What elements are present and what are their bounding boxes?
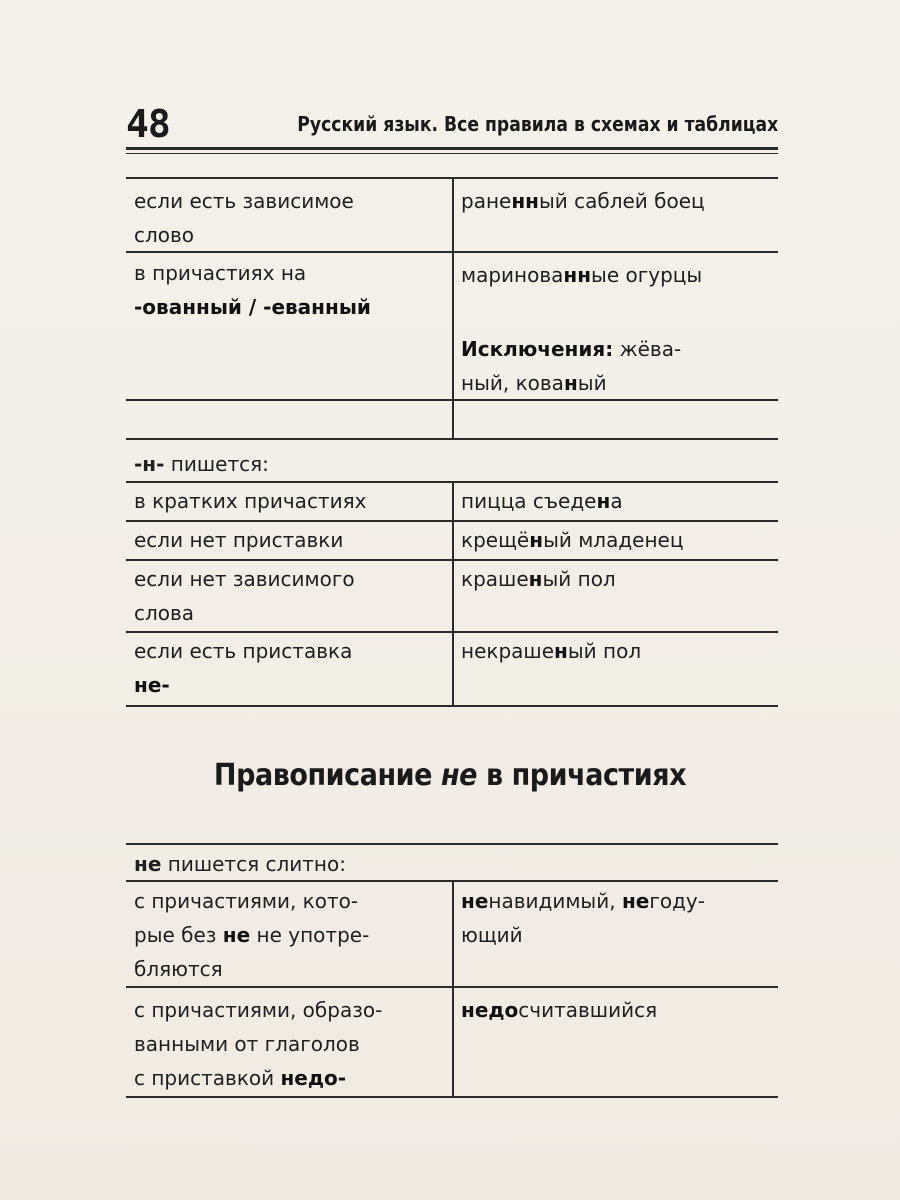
table-cell-right: раненный саблей боец bbox=[461, 189, 705, 213]
table-row-rule bbox=[126, 399, 778, 401]
header-rule-thick bbox=[126, 147, 778, 150]
table-row-rule bbox=[126, 631, 778, 633]
table-cell-left: в кратких причастиях bbox=[134, 489, 367, 513]
table-row-rule bbox=[126, 559, 778, 561]
table-cell-left: если есть зависимое слово bbox=[134, 189, 354, 247]
table-cell-right: крашеный пол bbox=[461, 567, 616, 591]
table-cell-left: если нет зависимого слова bbox=[134, 567, 355, 625]
table-cell-right: крещёный младенец bbox=[461, 528, 684, 552]
table-row-rule bbox=[126, 251, 778, 253]
table-cell-left: в причастиях на -ованный / -еванный bbox=[134, 261, 371, 319]
table-cell-right: пицца съедена bbox=[461, 489, 623, 513]
table-row-rule bbox=[126, 520, 778, 522]
table-bottom-rule bbox=[126, 1096, 778, 1098]
header-rule-thin bbox=[126, 153, 778, 154]
table-cell-right: некрашеный пол bbox=[461, 639, 642, 663]
section-label-ne: не пишется слитно: bbox=[134, 852, 346, 876]
table-bottom-rule bbox=[126, 705, 778, 707]
page-number: 48 bbox=[126, 102, 170, 146]
table-cell-left: с причастиями, кото- рые без не не употре- бляются bbox=[134, 889, 370, 981]
table-row-rule bbox=[126, 986, 778, 988]
table-top-rule bbox=[126, 843, 778, 845]
table-cell-right: ненавидимый, негоду- ющий bbox=[461, 889, 705, 947]
table-cell-left: с причастиями, образо- ванными от глаголов с приставкой недо- bbox=[134, 998, 383, 1090]
section-title: Правописание не в причастиях bbox=[213, 758, 687, 793]
table-column-divider bbox=[452, 880, 454, 1097]
table-cell-left: если нет приставки bbox=[134, 528, 344, 552]
table-cell-right: маринованные огурцы Исключения: жёва- ный, кованый bbox=[461, 263, 703, 395]
table-column-divider bbox=[452, 481, 454, 707]
table-cell-right: недосчитавшийся bbox=[461, 998, 658, 1022]
table-cell-left: если есть приставка не- bbox=[134, 639, 353, 697]
running-title: Русский язык. Все правила в схемах и таблицах bbox=[297, 112, 778, 136]
section-label-n: -н- пишется: bbox=[134, 452, 269, 476]
table-bottom-rule bbox=[126, 438, 778, 440]
